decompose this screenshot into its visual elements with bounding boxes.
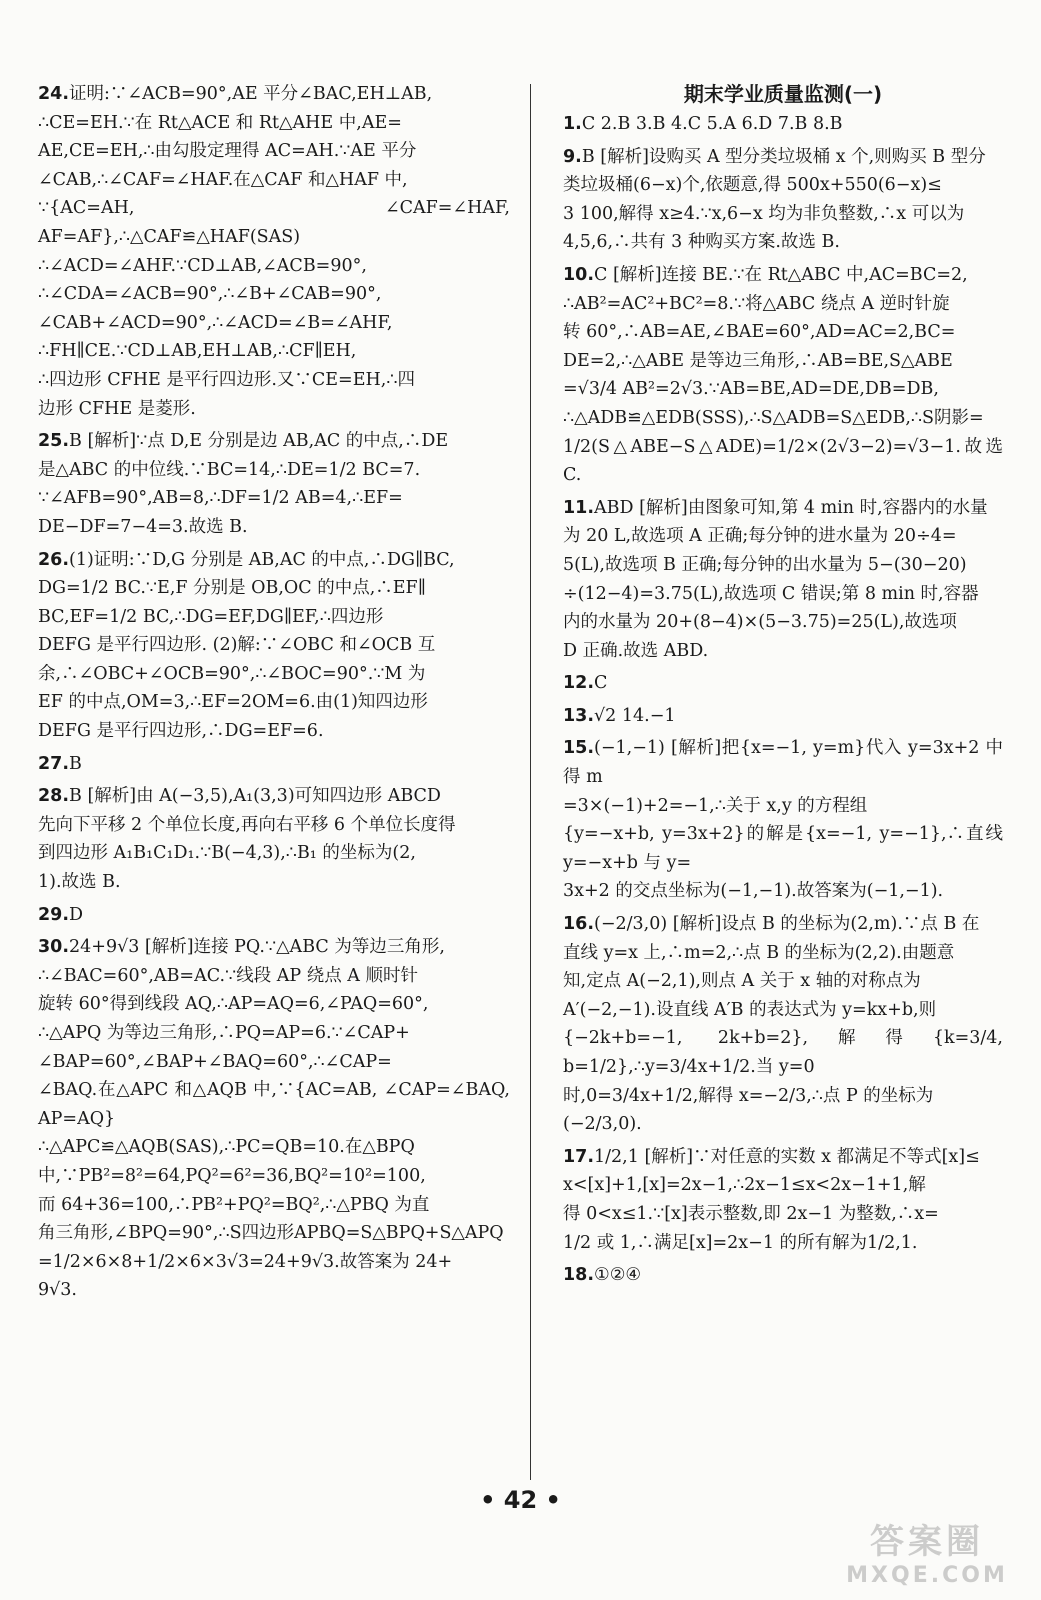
- answer-10: 10.C [解析]连接 BE.∵在 Rt△ABC 中,AC=BC=2, ∴AB²=AC²+BC²=8.∵将△ABC 绕点 A 逆时针旋 转 60°,∴AB=AE,∠BAE=60°,AD=AC=2,BC= DE=2,∴△ABE 是等边三角形,∴AB=BE,S△ABE =√3/4 AB²=2√3.∵AB=BE,AD=DE,DB=DB, ∴△ADB≌△EDB(SSS),∴S△ADB=S△EDB,∴S阴影= 1/2(S△ABE−S△ADE)=1/2×(2√3−2)=√3−1.故选 C.: [563, 264, 1003, 486]
- answer-1-8: 1.C 2.B 3.B 4.C 5.A 6.D 7.B 8.B: [563, 114, 843, 134]
- answer-11: 11.ABD [解析]由图象可知,第 4 min 时,容器内的水量 为 20 L,故选项 A 正确;每分钟的进水量为 20÷4= 5(L),故选项 B 正确;每分钟的出水量为 5−(30−20) ÷(12−4)=3.75(L),故选项 C 错误;第 8 min 时,容器 内的水量为 20+(8−4)×(5−3.75)=25(L),故选项 D 正确.故选 ABD.: [563, 497, 988, 661]
- answer-17: 17.1/2,1 [解析]∵对任意的实数 x 都满足不等式[x]≤ x<[x]+1,[x]=2x−1,∴2x−1≤x<2x−1+1,解 得 0<x≤1.∵[x]表示整数,即 2x−1 为整数,∴x= 1/2 或 1,∴满足[x]=2x−1 的所有解为1/2,1.: [563, 1146, 980, 1253]
- answer-24: 24.证明:∵∠ACB=90°,AE 平分∠BAC,EH⊥AB, ∴CE=EH.∵在 Rt△ACE 和 Rt△AHE 中,AE= AE,CE=EH,∴由勾股定理得 AC=AH.∵AE 平分 ∠CAB,∴∠CAF=∠HAF.在△CAF 和△HAF 中, ∵{AC=AH, ∠CAF=∠HAF, AF=AF},∴△CAF≌△HAF(SAS) ∴∠ACD=∠AHF.∵CD⊥AB,∠ACB=90°, ∴∠CDA=∠ACB=90°,∴∠B+∠CAB=90°, ∠CAB+∠ACD=90°,∴∠ACD=∠B=∠AHF, ∴FH∥CE.∵CD⊥AB,EH⊥AB,∴CF∥EH, ∴四边形 CFHE 是平行四边形.又∵CE=EH,∴四 边形 CFHE 是菱形.: [38, 84, 510, 419]
- answer-25: 25.B [解析]∵点 D,E 分别是边 AB,AC 的中点,∴DE 是△ABC 的中位线.∵BC=14,∴DE=1/2 BC=7. ∵∠AFB=90°,AB=8,∴DF=1/2 AB=4,∴EF= DE−DF=7−4=3.故选 B.: [38, 431, 449, 537]
- answer-30: 30.24+9√3 [解析]连接 PQ.∵△ABC 为等边三角形, ∴∠BAC=60°,AB=AC.∵线段 AP 绕点 A 顺时针 旋转 60°得到线段 AQ,∴AP=AQ=6,∠PAQ=60°, ∴△APQ 为等边三角形,∴PQ=AP=6.∵∠CAP+ ∠BAP=60°,∠BAP+∠BAQ=60°,∴∠CAP= ∠BAQ.在△APC 和△AQB 中,∵{AC=AB, ∠CAP=∠BAQ, AP=AQ} ∴△APC≌△AQB(SAS),∴PC=QB=10.在△BPQ 中,∵PB²=8²=64,PQ²=6²=36,BQ²=10²=100, 而 64+36=100,∴PB²+PQ²=BQ²,∴△PBQ 为直 角三角形,∠BPQ=90°,∴S四边形APBQ=S△BPQ+S△APQ =1/2×6×8+1/2×6×3√3=24+9√3.故答案为 24+ 9√3.: [38, 937, 510, 1301]
- section-title: 期末学业质量监测(一): [683, 82, 883, 106]
- answer-15: 15.(−1,−1) [解析]把{x=−1, y=m}代入 y=3x+2 中得 m =3×(−1)+2=−1,∴关于 x,y 的方程组 {y=−x+b, y=3x+2}的解是{x=−1, y=−1},∴直线 y=−x+b 与 y= 3x+2 的交点坐标为(−1,−1).故答案为(−1,−1).: [563, 738, 1003, 902]
- answer-27: 27.B: [38, 753, 82, 774]
- right-column: [563, 80, 1003, 1290]
- left-column: [38, 80, 510, 1305]
- answer-12: 12.C: [563, 673, 608, 694]
- answer-26: 26.(1)证明:∵D,G 分别是 AB,AC 的中点,∴DG∥BC, DG=1/2 BC.∵E,F 分别是 OB,OC 的中点,∴EF∥ BC,EF=1/2 BC,∴DG=EF,DG∥EF,∴四边形 DEFG 是平行四边形. (2)解:∵∠OBC 和∠OCB 互 余,∴∠OBC+∠OCB=90°,∴∠BOC=90°.∵M 为 EF 的中点,OM=3,∴EF=2OM=6.由(1)知四边形 DEFG 是平行四边形,∴DG=EF=6.: [38, 549, 455, 742]
- answer-28: 28.B [解析]由 A(−3,5),A₁(3,3)可知四边形 ABCD 先向下平移 2 个单位长度,再向右平移 6 个单位长度得 到四边形 A₁B₁C₁D₁.∵B(−4,3),∴B₁ 的坐标为(2, 1).故选 B.: [38, 786, 456, 893]
- answer-29: 29.D: [38, 904, 84, 925]
- answer-13-14: 13.√2 14.−1: [563, 705, 676, 726]
- page-number: • 42 •: [480, 1486, 561, 1514]
- answer-16: 16.(−2/3,0) [解析]设点 B 的坐标为(2,m).∵点 B 在 直线 y=x 上,∴m=2,∴点 B 的坐标为(2,2).由题意 知,定点 A(−2,1),则点 A 关于 x 轴的对称点为 A′(−2,−1).设直线 A′B 的表达式为 y=kx+b,则 {−2k+b=−1, 2k+b=2},解得{k=3/4, b=1/2},∴y=3/4x+1/2.当 y=0 时,0=3/4x+1/2,解得 x=−2/3,∴点 P 的坐标为 (−2/3,0).: [563, 914, 1003, 1135]
- watermark-text: 答案圈: [870, 1522, 984, 1562]
- watermark-url: MXQE.COM: [846, 1563, 1008, 1588]
- answer-9: 9.B [解析]设购买 A 型分类垃圾桶 x 个,则购买 B 型分 类垃圾桶(6−x)个,依题意,得 500x+550(6−x)≤ 3 100,解得 x≥4.∵x,6−x 均为非负整数,∴x 可以为 4,5,6,∴共有 3 种购买方案.故选 B.: [563, 146, 986, 253]
- watermark-logo: [827, 1514, 1027, 1594]
- column-divider: [530, 84, 531, 1480]
- answer-18: 18.①②④: [563, 1265, 642, 1286]
